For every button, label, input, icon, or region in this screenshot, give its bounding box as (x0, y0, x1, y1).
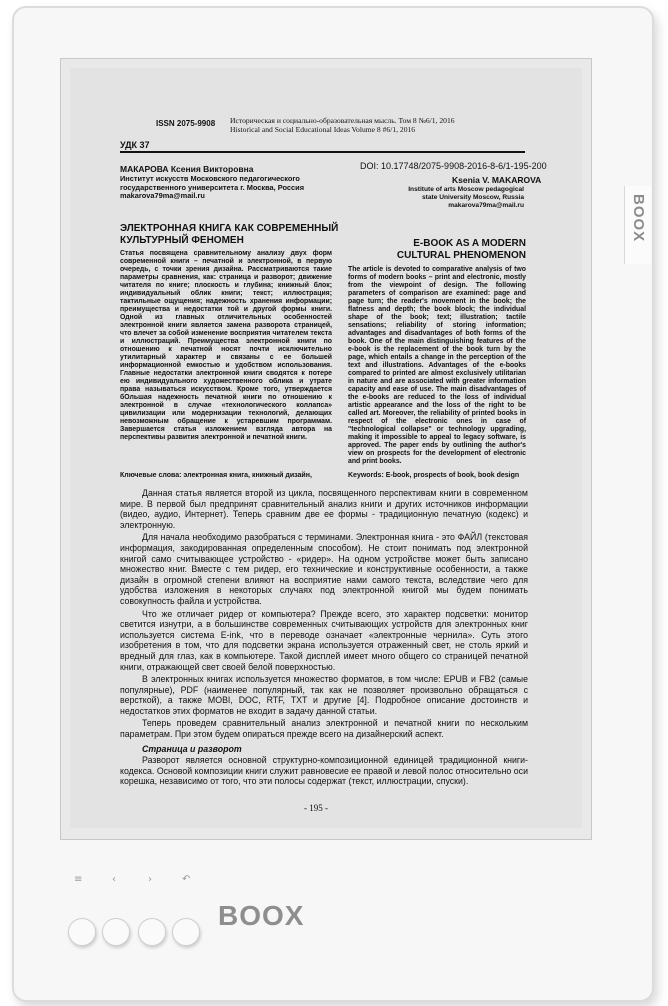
udk-code: УДК 37 (120, 140, 150, 150)
author-en: Ksenia V. MAKAROVA (452, 175, 542, 185)
menu-icon: ≡ (74, 874, 83, 885)
paragraph: Данная статья является второй из цикла, посвященного перспективам книги в современном мире. В первой был предпринят сравнительный анализ книги и других источников информации (видео, аудио, Интернет). Теперь сравним две ее формы - традиционную печатную (кодекс) и электронную. (120, 488, 528, 530)
author-ru: МАКАРОВА Ксения Викторовна (120, 164, 254, 174)
journal-header (230, 116, 550, 134)
affiliation-en: Institute of arts Moscow pedagogical state University Moscow, Russia makarova79ma@mail.ru (408, 186, 524, 209)
back-icon: ↶ (182, 874, 191, 885)
section-heading: Страница и разворот (142, 743, 242, 754)
issn-label: ISSN 2075-9908 (156, 119, 216, 128)
keywords-ru: Ключевые слова: электронная книга, книжный дизайн, (120, 472, 312, 479)
paragraph: В электронных книгах используется множество форматов, в том числе: EPUB и FB2 (самые популярные), PDF (наименее популярный, так как не позволяет произвольно обращаться с версткой), а также MOBI, DOC, RTF, TXT и другие [4]. Подробное описание достоинств и недостатков этих форматов не входит в задачу данной статьи. (120, 674, 528, 716)
journal-title-en: Historical and Social Educational Ideas Volume 8 #6/1, 2016 (230, 125, 416, 134)
menu-button[interactable] (68, 918, 96, 946)
paragraph: Что же отличает ридер от компьютера? Прежде всего, это характер подсветки: монитор светится изнутри, а в большинстве современных считывающих устройств для электронных книг используется система E-ink, что в переводе означает «электронные чернила». Суть этого изобретения в том, что для подсветки экрана используется отраженный свет, не столь яркий и вредный для глаз, как в компьютере. Такой дисплей имеет много общего со страницей печатной книги, отражающей свет своей белой поверхностью. (120, 608, 528, 672)
paragraph: Разворот является основной структурно-композиционной единицей традиционной книги-кодекса. Основой композиции книги служит равновесие ее правой и левой полос относительно оси корешка, независимо от того, что эти полосы содержат (текст, иллюстрации, спуски). (120, 755, 528, 787)
return-button[interactable] (172, 918, 200, 946)
article-title-ru: ЭЛЕКТРОННАЯ КНИГА КАК СОВРЕМЕННЫЙ КУЛЬТУРНЫЙ ФЕНОМЕН (120, 223, 339, 246)
abstract-ru: Статья посвящена сравнительному анализу двух форм современной книги – печатной и электронной, в первую очередь, с точки зрения дизайна. Рассматриваются такие параметры сравнения, как: страница и разворот; движение читателя по книге; плоскость и глубина; книжный блок; индивидуальный облик книги; текст; иллюстрация; тактильные ощущения; надежность хранения информации; преимущества и недостатки той и другой формы книги. Одной из главных отличительных особенностей электронной книги является замена разворота страницей, что влечет за собой изменение восприятия читателем текста и иллюстраций. Преимущества электронной книги по отношению к печатной носят почти исключительно утилитарный характер и связаны с ее большей информационной емкостью и удобством использования. Главные недостатки электронной книги сводятся к потере ею индивидуального художественного облика и утрате права называться искусством. Кроме того, утверждается бОльшая надежность печатной книги по отношению к электронной в случае «технологического коллапса» цивилизации или модернизации технологий, делающих невозможным обращение к устаревшим программам. Завершается статья изложением взгляда автора на перспективы развития электронной и печатной книги. (120, 250, 332, 441)
chevron-right-icon: › (148, 874, 152, 885)
keywords-en: Keywords: E-book, prospects of book, book design (348, 472, 520, 479)
abstract-en: The article is devoted to comparative analysis of two forms of modern books – print and electronic, mostly from the viewpoint of design. The following parameters of comparison are examined: page and page turn; the reader's movement in the book; the flatness and depth; the book block; the individual shape of the book; text; illustration; tactile sensations; reliability of storing information; advantages and disadvantages of both forms of the book. One of the main distinguishing features of the e-book is the replacement of the book turn by the page, which entails a change in the perception of the text and illustrations. Advantages of the e-books compared to printed are almost exclusively utilitarian in nature and are associated with greater information capacity and ease of use. The main disadvantages of the e-books are reduced to the loss of individual artistic appearance and the loss of the right to be called art. Moreover, the reliability of printed books in respect of the electronic ones in case of "technological collapse" or technology upgrading, making it impossible to appeal to legacy software, is approved. The paper ends by outlining the author's view on prospects for the development of electronic and print books. (348, 266, 526, 465)
page-forward-button[interactable] (138, 918, 166, 946)
article-body (120, 488, 528, 789)
header-rule (120, 151, 525, 153)
reader-screen[interactable] (70, 68, 582, 828)
article-title-en: E-BOOK AS A MODERN CULTURAL PHENOMENON (396, 238, 526, 261)
page-number: - 195 - (304, 803, 328, 813)
brand-logo: BOOX (218, 900, 305, 931)
affiliation-ru: Институт искусств Московского педагогического государственного университета г. Москва, Россия makarova79ma@mail.ru (120, 174, 305, 201)
doi-label: DOI: 10.17748/2075-9908-2016-8-6/1-195-200 (360, 161, 547, 171)
side-brand-logo: BOOX (630, 194, 647, 243)
chevron-left-icon: ‹ (112, 874, 116, 885)
page-back-button[interactable] (102, 918, 130, 946)
paragraph: Теперь проведем сравнительный анализ электронной и печатной книги по нескольким параметрам. При этом будем опираться прежде всего на дизайнерский аспект. (120, 718, 528, 740)
paragraph: Для начала необходимо разобраться с терминами. Электронная книга - это ФАЙЛ (текстовая информация, закодированная определенным способом). Не стоит понимать под электронной книгой само считывающее устройство - «ридер». На одном устройстве может быть записано множество книг. Вместе с тем ридер, его технические и конструктивные особенности, а также дизайн в огромной степени влияют на восприятие нами самого текста, вследствие чего для удобства изложения в некоторых случаях под электронной книгой мы будем понимать совокупность файла и устройства. (120, 532, 528, 606)
journal-title-ru: Историческая и социально-образовательная мысль. Том 8 №6/1, 2016 (230, 116, 455, 125)
